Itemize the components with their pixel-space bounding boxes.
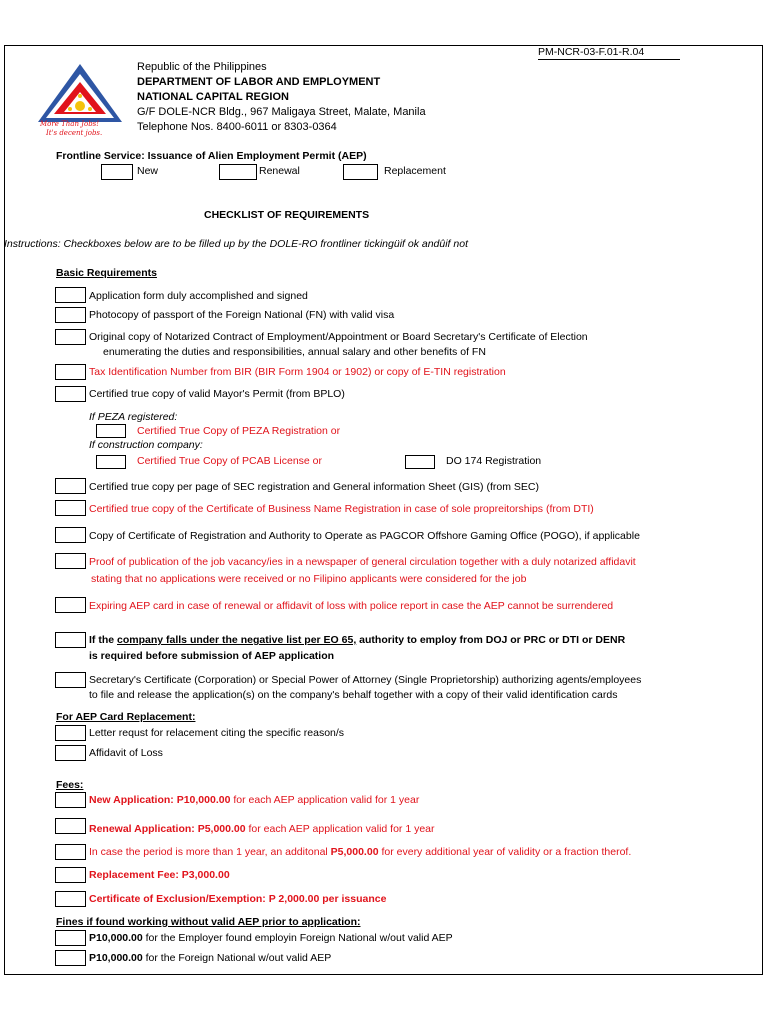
req-application-form: Application form duly accomplished and signed — [89, 290, 308, 302]
req-do174: DO 174 Registration — [446, 455, 542, 467]
header-region: NATIONAL CAPITAL REGION — [137, 91, 289, 103]
new-label: New — [137, 165, 159, 177]
fines-heading: Fines if found working without valid AEP prior to application: — [56, 916, 361, 928]
checkbox-pcab[interactable] — [96, 455, 126, 469]
fine-employer: P10,000.00 for the Employer found employin Foreign National w/out valid AEP — [89, 932, 453, 944]
replacement-label: Replacement — [384, 165, 446, 177]
req-dti: Certified true copy of the Certificate of Business Name Registration in case of sole propreitorships (from DTI) — [89, 503, 594, 515]
replacement-heading: For AEP Card Replacement: — [56, 711, 196, 723]
checkbox-req5[interactable] — [55, 386, 86, 402]
checkbox-req11[interactable] — [55, 632, 86, 648]
req-pcab: Certified True Copy of PCAB License or — [137, 455, 323, 467]
req-negative-list-cont: is required before submission of AEP application — [89, 650, 335, 662]
checkbox-req6[interactable] — [55, 478, 86, 494]
checkbox-fine-fn[interactable] — [55, 950, 86, 966]
checkbox-fee-replacement[interactable] — [55, 867, 86, 883]
peza-label: If PEZA registered: — [89, 411, 178, 423]
checkbox-fee-renewal[interactable] — [55, 818, 86, 834]
fee-replacement: Replacement Fee: P3,000.00 — [89, 869, 230, 881]
req-contract: Original copy of Notarized Contract of Employment/Appointment or Board Secretary's Certificate of Election — [89, 331, 588, 343]
construction-label: If construction company: — [89, 439, 203, 451]
checkbox-affidavit[interactable] — [55, 745, 86, 761]
fee-additional: In case the period is more than 1 year, an additonal P5,000.00 for every additional year of validity or a fraction therof. — [89, 846, 632, 858]
instructions: Instructions: Checkboxes below are to be filled up by the DOLE-RO frontliner tickingüif ok andûif not — [4, 238, 468, 250]
checkbox-req4[interactable] — [55, 364, 86, 380]
checkbox-letter[interactable] — [55, 725, 86, 741]
checkbox-fee-exclusion[interactable] — [55, 891, 86, 907]
checkbox-req7[interactable] — [55, 500, 86, 516]
fees-heading: Fees: — [56, 779, 84, 791]
req-pogo: Copy of Certificate of Registration and Authority to Operate as PAGCOR Offshore Gaming Office (POGO), if applicable — [89, 530, 640, 542]
req-affidavit: Affidavit of Loss — [89, 747, 163, 759]
req-publication: Proof of publication of the job vacancy/ies in a newspaper of general circulation together with a duly notarized affidavit — [89, 556, 636, 568]
req-secretary-cert-cont: to file and release the application(s) on the company's behalf together with a copy of their valid identification cards — [89, 689, 618, 701]
req-tin: Tax Identification Number from BIR (BIR Form 1904 or 1902) or copy of E-TIN registration — [89, 366, 506, 378]
checkbox-fine-employer[interactable] — [55, 930, 86, 946]
req-passport: Photocopy of passport of the Foreign National (FN) with valid visa — [89, 309, 395, 321]
checkbox-fee-new[interactable] — [55, 792, 86, 808]
dole-logo — [34, 62, 126, 142]
renewal-checkbox[interactable] — [219, 164, 257, 180]
header-address: G/F DOLE-NCR Bldg., 967 Maligaya Street, Malate, Manila — [137, 106, 426, 118]
req-expiring-aep: Expiring AEP card in case of renewal or affidavit of loss with police report in case the AEP cannot be surrendered — [89, 600, 614, 612]
header-department: DEPARTMENT OF LABOR AND EMPLOYMENT — [137, 76, 381, 88]
basic-heading: Basic Requirements — [56, 267, 157, 279]
req-peza: Certified True Copy of PEZA Registration or — [137, 425, 341, 437]
fee-exclusion: Certificate of Exclusion/Exemption: P 2,000.00 per issuance — [89, 893, 387, 905]
logo-slogan-1: More Than Jobs! — [40, 120, 100, 128]
header-republic: Republic of the Philippines — [137, 61, 267, 73]
checklist-title: CHECKLIST OF REQUIREMENTS — [204, 209, 370, 221]
checkbox-req10[interactable] — [55, 597, 86, 613]
header-telephone: Telephone Nos. 8400-6011 or 8303-0364 — [137, 121, 337, 133]
checkbox-req1[interactable] — [55, 287, 86, 303]
fee-renewal: Renewal Application: P5,000.00 for each AEP application valid for 1 year — [89, 823, 435, 835]
logo-slogan-2: It's decent jobs. — [46, 129, 103, 137]
new-checkbox[interactable] — [101, 164, 133, 180]
checkbox-req12[interactable] — [55, 672, 86, 688]
form-code: PM-NCR-03-F.01-R.04 — [538, 46, 680, 60]
req-mayors-permit: Certified true copy of valid Mayor's Permit (from BPLO) — [89, 388, 345, 400]
checkbox-peza[interactable] — [96, 424, 126, 438]
req-sec: Certified true copy per page of SEC registration and General information Sheet (GIS) (from SEC) — [89, 481, 539, 493]
req-publication-cont: stating that no applications were received or no Filipino applicants were considered for the job — [91, 573, 527, 585]
checkbox-req2[interactable] — [55, 307, 86, 323]
checkbox-req9[interactable] — [55, 553, 86, 569]
req-contract-cont: enumerating the duties and responsibilities, annual salary and other benefits of FN — [103, 346, 486, 358]
checkbox-do174[interactable] — [405, 455, 435, 469]
checkbox-req8[interactable] — [55, 527, 86, 543]
replacement-checkbox[interactable] — [343, 164, 378, 180]
checkbox-req3[interactable] — [55, 329, 86, 345]
req-secretary-cert: Secretary's Certificate (Corporation) or Special Power of Attorney (Single Proprietorship) authorizing agents/employees — [89, 674, 642, 686]
service-title: Frontline Service: Issuance of Alien Employment Permit (AEP) — [56, 150, 367, 162]
checkbox-fee-additional[interactable] — [55, 844, 86, 860]
fine-foreign-national: P10,000.00 for the Foreign National w/out valid AEP — [89, 952, 332, 964]
renewal-label: Renewal — [259, 165, 300, 177]
req-letter: Letter requst for relacement citing the specific reason/s — [89, 727, 345, 739]
fee-new: New Application: P10,000.00 for each AEP application valid for 1 year — [89, 794, 420, 806]
req-negative-list: If the company falls under the negative list per EO 65, authority to employ from DOJ or PRC or DTI or DENR — [89, 634, 626, 646]
